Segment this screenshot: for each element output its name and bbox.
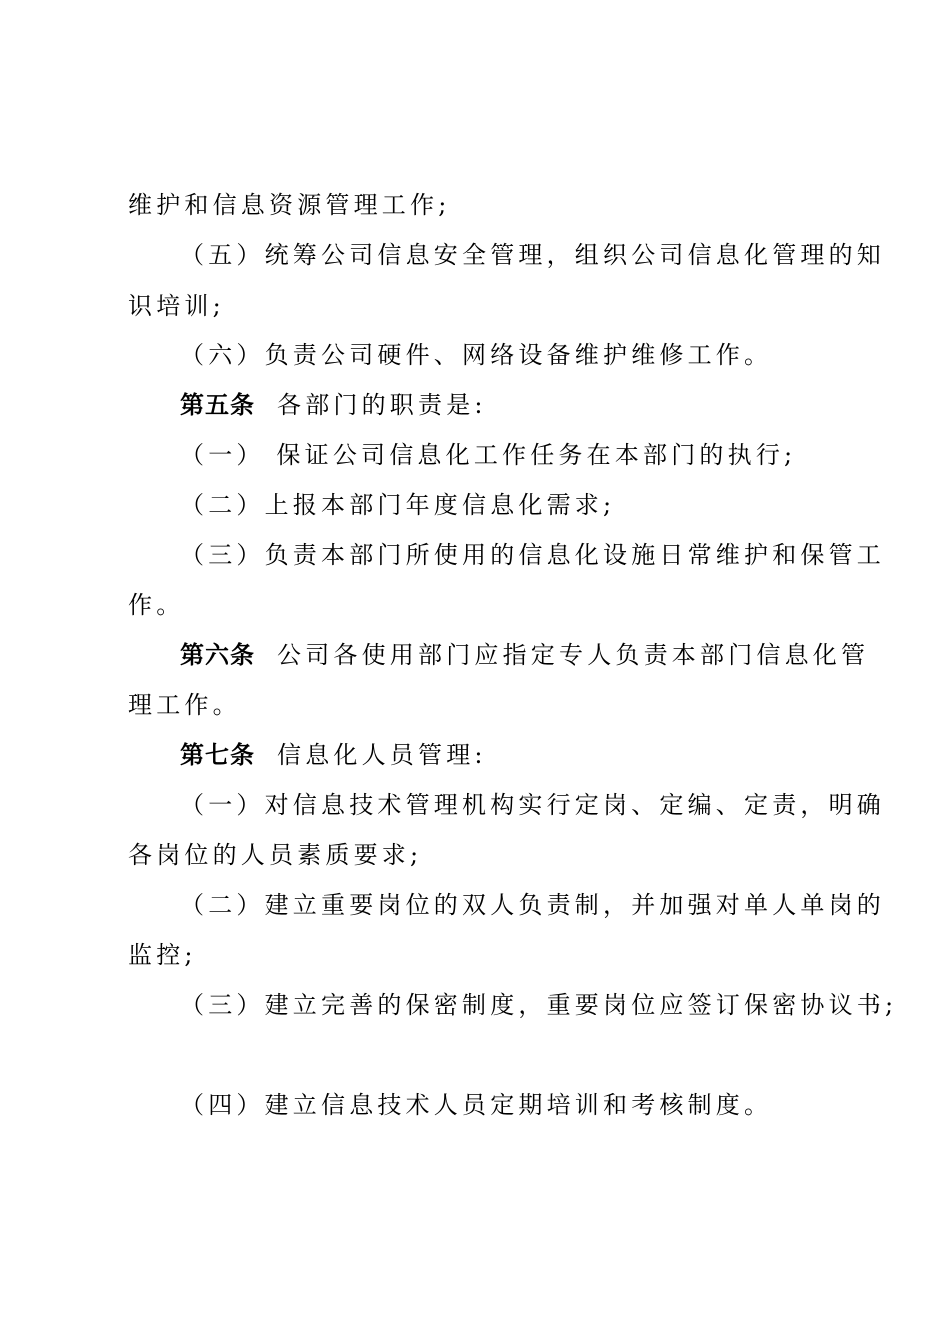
paragraph-line <box>128 590 828 620</box>
article-seven <box>180 740 880 770</box>
paragraph-line <box>128 690 828 720</box>
line-text: 维护和信息资源管理工作; <box>128 191 451 219</box>
list-item-six <box>180 340 880 370</box>
paragraph-line <box>128 291 828 321</box>
line-text: 各岗位的人员素质要求; <box>128 841 423 869</box>
line-text: （二）建立重要岗位的双人负责制，并加强对单人单岗的 <box>180 891 885 919</box>
line-text: （五）统筹公司信息安全管理，组织公司信息化管理的知 <box>180 241 885 269</box>
list-item-one <box>180 790 885 820</box>
article-five <box>180 390 880 420</box>
line-text: （六）负责公司硬件、网络设备维护维修工作。 <box>180 341 773 369</box>
line-text: （一） 保证公司信息化工作任务在本部门的执行; <box>180 441 797 469</box>
line-text: （四）建立信息技术人员定期培训和考核制度。 <box>180 1091 773 1119</box>
line-text: 各部门的职责是: <box>277 391 487 419</box>
line-text: （一）对信息技术管理机构实行定岗、定编、定责，明确 <box>180 791 885 819</box>
list-item-one <box>180 440 880 470</box>
paragraph-line <box>128 940 828 970</box>
line-text: （二）上报本部门年度信息化需求; <box>180 491 616 519</box>
line-text: 公司各使用部门应指定专人负责本部门信息化管 <box>277 641 870 669</box>
list-item-three <box>180 540 885 570</box>
line-text: 理工作。 <box>128 691 241 719</box>
article-six <box>180 640 880 670</box>
paragraph-line <box>128 190 828 220</box>
article-heading: 第六条 <box>180 641 255 669</box>
paragraph-line <box>128 840 828 870</box>
article-heading: 第七条 <box>180 741 255 769</box>
line-text: （三）负责本部门所使用的信息化设施日常维护和保管工 <box>180 541 885 569</box>
line-text: 作。 <box>128 591 185 619</box>
list-item-three <box>180 990 898 1020</box>
list-item-two <box>180 890 885 920</box>
line-text: 监控; <box>128 941 197 969</box>
list-item-five <box>180 240 885 270</box>
article-heading: 第五条 <box>180 391 255 419</box>
line-text: （三）建立完善的保密制度，重要岗位应签订保密协议书; <box>180 991 898 1019</box>
list-item-four <box>180 1090 880 1120</box>
list-item-two <box>180 490 880 520</box>
line-text: 信息化人员管理: <box>277 741 487 769</box>
line-text: 识培训; <box>128 292 225 320</box>
